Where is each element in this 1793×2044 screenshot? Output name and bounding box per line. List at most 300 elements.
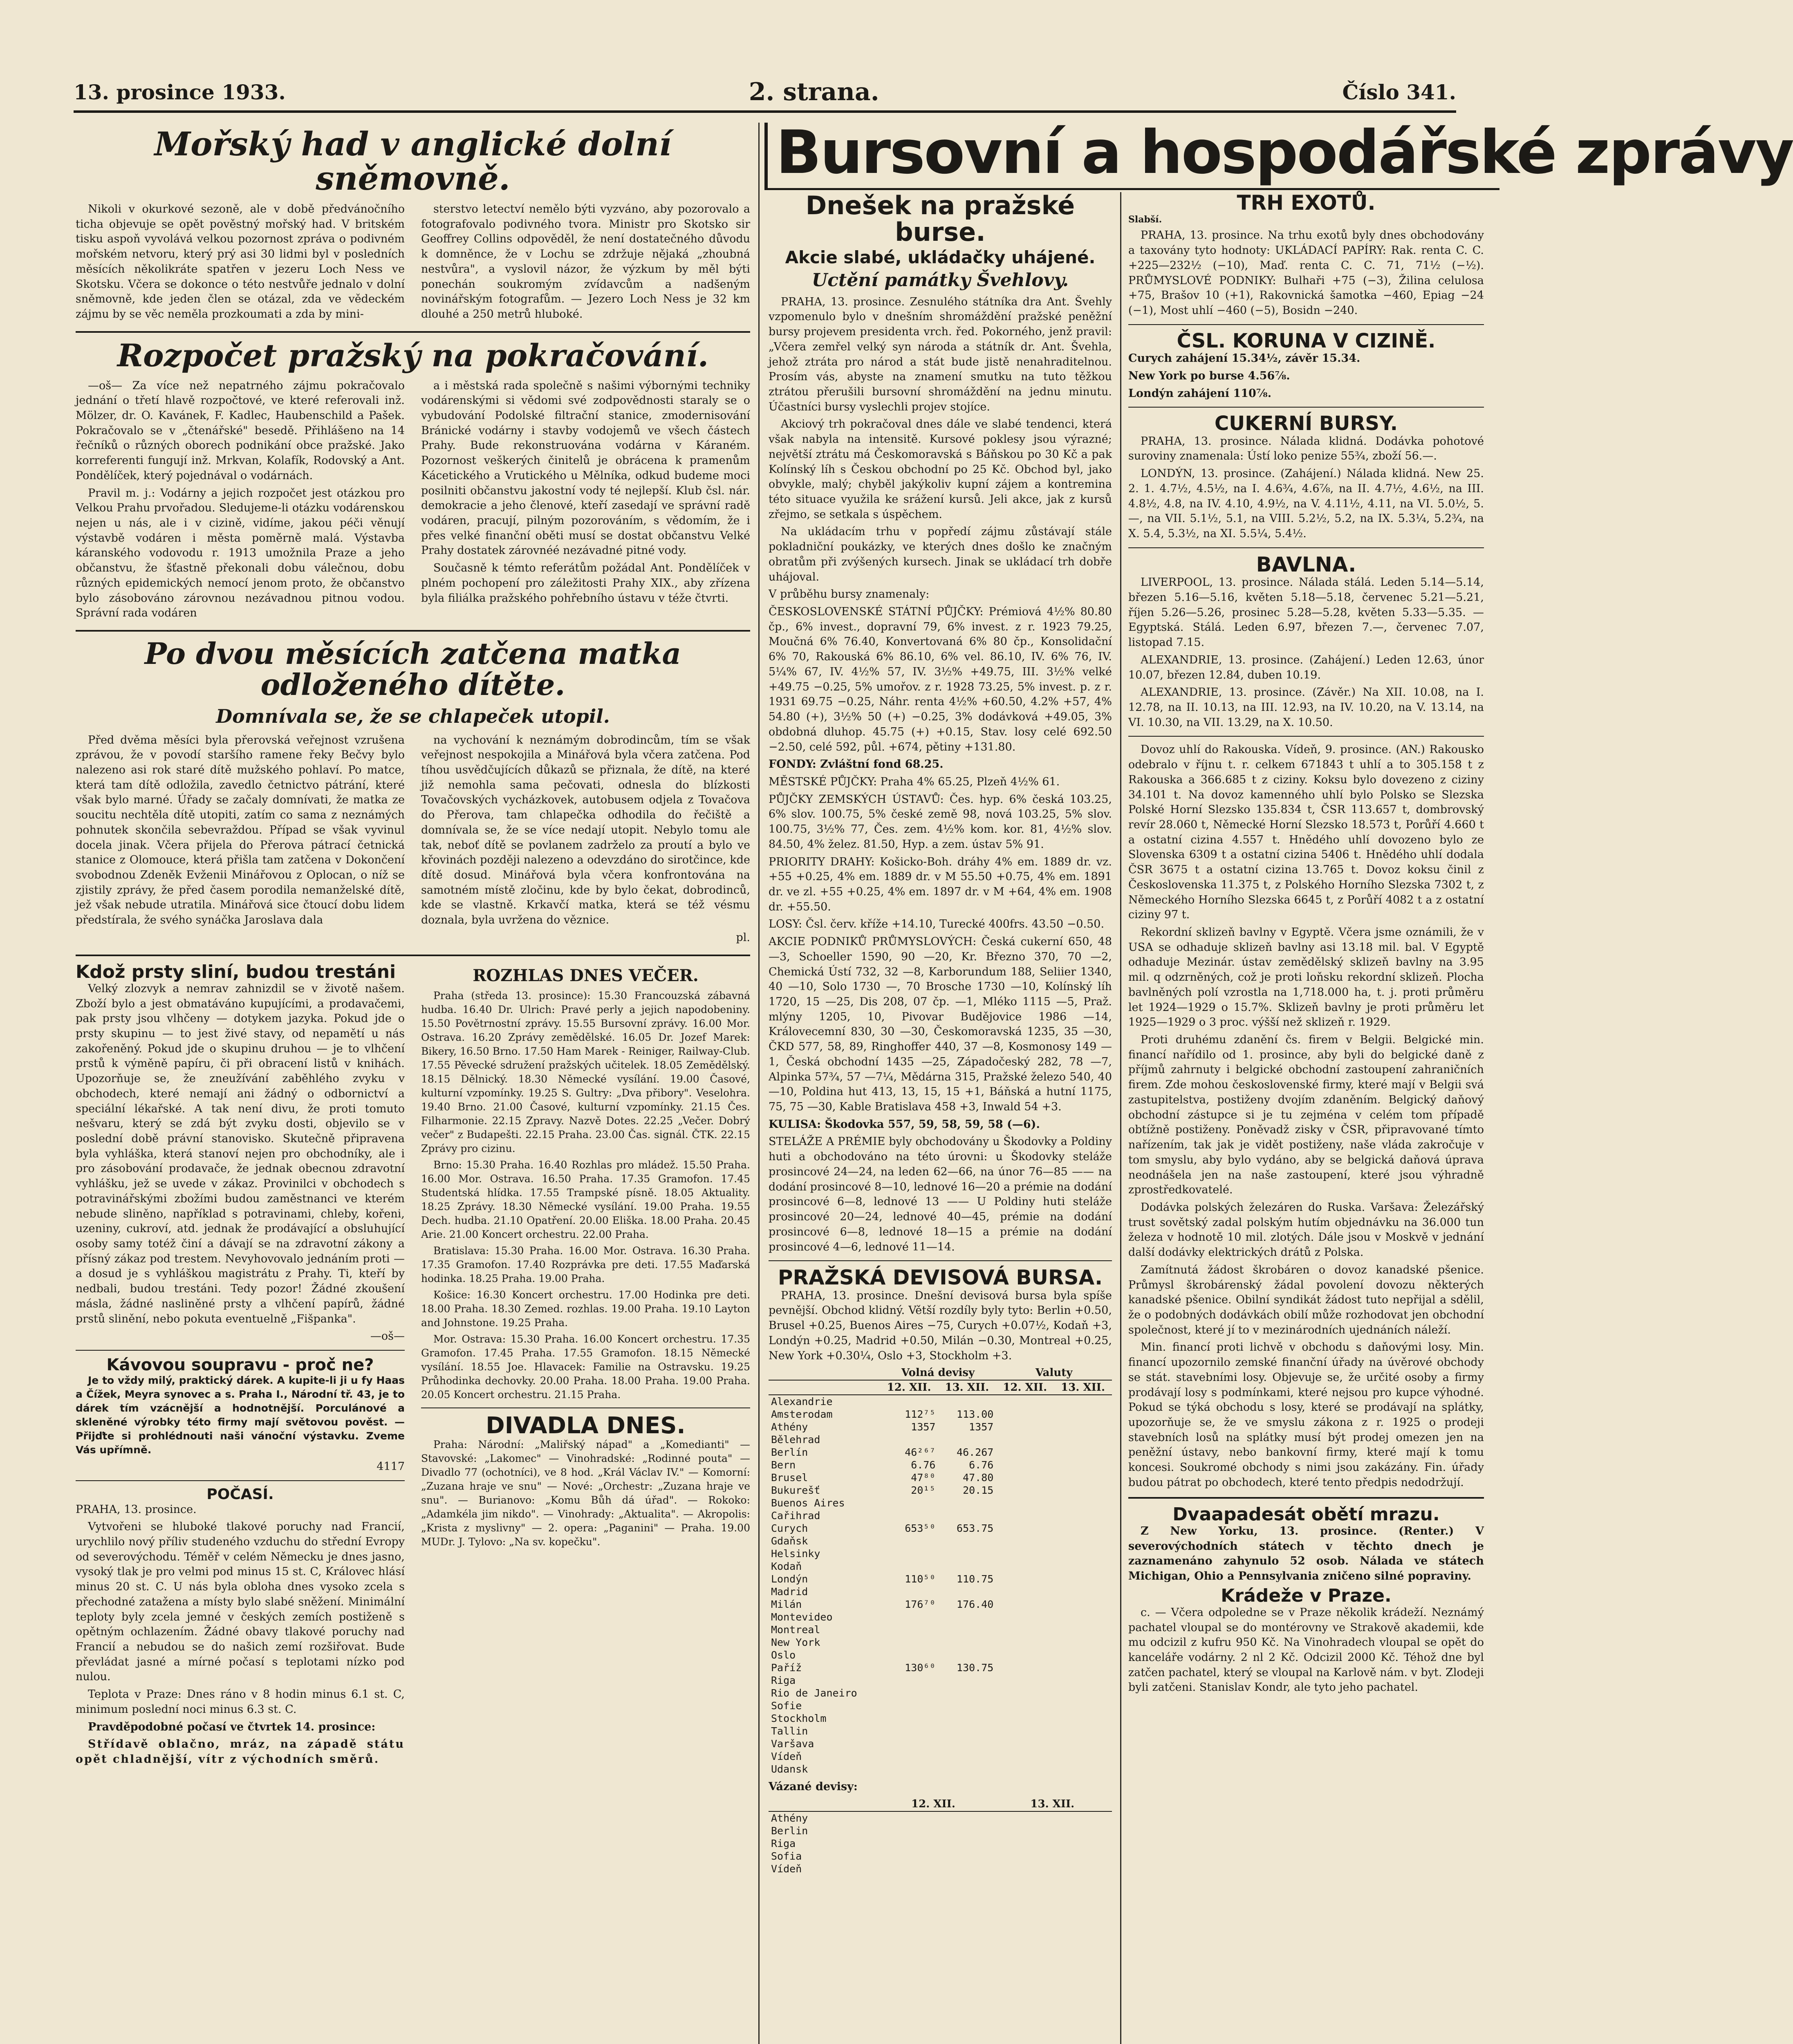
devisa-value (996, 1598, 1054, 1611)
vazane-col-place (769, 1797, 874, 1811)
devisa-row (769, 1598, 1112, 1611)
right-column (1128, 192, 1484, 1698)
vazane-place: Athény (771, 1812, 808, 1824)
stocks-state: ČESKOSLOVENSKÉ STÁTNÍ PŮJČKY: Prémiová 4½% 80.80 čp., 6% invest., dopravní 79, 6% invest. z r. 1923 79.25, Moučná 6% 76.40, Konvertovaná 6% 80 čp., Konsolidační 6% 70, Rakouská 6% 86.10, 6% vel. 86.10, IV. 6% 76, IV. 5¼% 67, IV. 4½% 57, IV. 3½% +49.75, III. 3½% velké +49.75 −0.25, 5% umořov. z r. 1928 73.25, 5% invest. p. z r. 1931 69.75 −0.25, Náhr. renta 4½% +60.50, 4.2% +57, 4% 54.80 (+), 3½% 50 (+) −0.25, 3% dodávková +49.05, 3% obdobná dluhop. 45.75 (+) +0.15, Stav. losy celé 692.50 −2.50, celé 592, půl. +674, pětiny +131.80. (769, 605, 1112, 753)
vazane-row (769, 1850, 1112, 1862)
devisa-value (996, 1687, 1054, 1699)
devisa-value (880, 1395, 938, 1408)
svehla-p2: Akciový trh pokračoval dnes dále ve slabé tendenci, která však nabyla na intensitě. Kursové poklesy jsou výrazné; největší ztrátu má Českomoravská s Báňskou po 30 Kč a pak Kolínský líh s Českou obchodní po 25 Kč. Obchod byl, jako obvykle, malý; chyběl jakýkoliv kupní zájem a kontremina této situace využila ke srážení kursů. Jeli akce, jak z kursů zřejmo, se setkala s úspěchem. (769, 418, 1112, 521)
devisa-place: Tallin (771, 1725, 808, 1737)
devisa-value (1054, 1535, 1112, 1547)
radio-text: Praha (středa 13. prosince): 15.30 Francouzská zábavná hudba. 16.40 Dr. Ulrich: Pravé perly a jejich napodobeniny. 15.50 Povětrnostní zprávy. 15.55 Bursovní zprávy. 16.00 Mor. Ostrava. 16.20 Zprávy zemědělské. 16.05 Dr. Jozef Marek: Bikery, 16.50 Brno. 17.50 Ham Marek - Reiniger, Railway-Club. 17.55 Pěvecké sdružení pražských učitelek. 18.05 Zemědělský. 18.15 Dělnický. 18.30 Německé vysílání. 19.00 Časové, kulturní vzpomínky. 19.25 S. Gultry: „Dva přibory". Veselohra. 19.40 Brno. 21.00 Časové, kulturní vzpomínky. 21.15 Čes. Filharmonie. 22.15 Zpravy. Nazvě Dotes. 22.25 „Večer. Dobrý večer" z Budapešti. 22.15 Praha. 23.00 Čas. signál. ČTK. 22.15 Zprávy pro cizinu. (421, 989, 750, 1154)
weather-title: POČASÍ. (206, 1486, 274, 1503)
stocks-mestske: MĚSTSKÉ PŮJČKY: Praha 4% 65.25, Plzeň 4½% 61. (769, 775, 1060, 788)
devisa-value: 176.40 (957, 1598, 994, 1611)
devisa-value: 113.00 (957, 1408, 994, 1421)
cotton-record: Rekordní sklizeň bavlny v Egyptě. Včera jsme oznámili, že v USA se odhaduje sklizeň bavlny asi 13.18 mil. bal. V Egyptě odhaduje Mezinár. ústav zemědělský sklizeň bavlny na 3.95 mil. q odzrněných, což je proti loňsku rekordní sklizeň. Plocha bavlněných polí vzrostla na 1,718.000 ha, t. j. proti průměru let 1924—1929 o 15.7%. Sklizeň bavlny je proti průměru let 1925—1929 o 3 proc. výšší než sklizeň r. 1929. (1128, 926, 1484, 1029)
devisa-row (769, 1484, 1112, 1497)
devisa-value (880, 1433, 938, 1446)
tropics-sub: Slabší. (1128, 214, 1162, 225)
devisa-value (1054, 1484, 1112, 1497)
devisa-value (1054, 1547, 1112, 1560)
budget-p4: Současně k témto referátům požádal Ant. Pondělíček v plném pochopení pro záležitosti Prahy XIX., aby zřízena byla filiálka pražského pohřebního ústavu v téže čtvrti. (421, 562, 750, 605)
radio-text5: Mor. Ostrava: 15.30 Praha. 16.00 Koncert orchestru. 17.35 Gramofon. 17.45 Praha. 17.55 Gramofon. 18.15 Německé vysílání. 18.55 Joe. Hlavacek: Familie na Ostravsku. 19.25 Průhodinka dechovky. 20.00 Praha. 18.00 Praha. 19.00 Praha. 20.05 Koncert orchestru. 21.15 Praha. (421, 1333, 750, 1401)
devisa-value (938, 1636, 996, 1649)
divider (769, 1260, 1112, 1261)
bursa-column (769, 192, 1112, 1875)
frost-p: Z New Yorku, 13. prosince. (Renter.) V severovýchodních státech v těchto dnech je zaznamenáno zahynulo 52 osob. Nálada ve státech Michigan, Ohio a Pennsylvania zničeno silné popraviny. (1128, 1524, 1484, 1582)
header-date: 13. prosince 1933. (74, 80, 286, 104)
vazane-place: Sofia (771, 1850, 802, 1862)
svehla-title: Uctění památky Švehlovy. (811, 270, 1069, 291)
devisa-value: 6.76 (969, 1459, 994, 1471)
stocks-akcie: AKCIE PODNIKŮ PRŮMYSLOVÝCH: Česká cukerní 650, 48 —3, Schoeller 1590, 90 —20, Kr. Březno 370, 70 —2, Chemická Ústí 732, 32 —8, Karborundum 188, Seliier 1340, 40 —10, Solo 1730 —, 70 Brosche 1730 —10, Kolínský líh 1720, 15 —25, Dis 208, 07 čp. —1, Mléko 1115 —5, Praž. mlýny 1205, 10, Pivovar Budějovice 1986 —14, Královecemní 830, 30 —30, Českomoravská 1235, 35 —30, ČKD 577, 58, 89, Ringhoffer 440, 37 —8, Kosmonosy 149 —1, Česká obchodní 1435 —25, Západočeský 282, 78 —7, Alpinka 57¾, 57 —7¼, Mědárna 315, Pražské železo 540, 40 —10, Poldina hut 413, 13, 15, 15 +1, Báňská a hutní 1175, 75, 75 —30, Kable Bratislava 458 +3, Inwald 54 +3. (769, 935, 1112, 1114)
devisa-row (769, 1585, 1112, 1598)
devisa-col: 13. XII. (1054, 1380, 1112, 1395)
devisa-value (1054, 1471, 1112, 1484)
devisa-row (769, 1522, 1112, 1535)
devisa-row (769, 1471, 1112, 1484)
devisa-row (769, 1497, 1112, 1509)
devisa-place: Kodaň (771, 1560, 802, 1573)
devisa-row (769, 1547, 1112, 1560)
devisa-place: Montevideo (771, 1611, 833, 1623)
devisa-value (996, 1547, 1054, 1560)
divider (1128, 736, 1484, 737)
devisa-row (769, 1687, 1112, 1699)
devisa-value: 110⁵⁰ (905, 1573, 936, 1585)
divider (76, 331, 750, 333)
devisa-value (996, 1509, 1054, 1522)
vazane-value (874, 1862, 993, 1875)
mother-article (76, 733, 750, 948)
devisa-value (996, 1433, 1054, 1446)
devisa-value (996, 1585, 1054, 1598)
devisa-row (769, 1623, 1112, 1636)
devisa-value (996, 1408, 1054, 1421)
devisa-value (996, 1623, 1054, 1636)
cotton-p1: LIVERPOOL, 13. prosince. Nálada stálá. Leden 5.14—5.14, březen 5.16—5.16, květen 5.18—5.18, červenec 5.21—5.21, říjen 5.26—5.26, prosinec 5.28—5.28, květen 5.33—5.35. — Egyptská. Stálá. Leden 6.97, březen 7.—, červenec 7.07, listopad 7.15. (1128, 576, 1484, 649)
koruna-text1: Curych zahájení 15.34½, závěr 15.34. (1128, 352, 1360, 365)
devisa-value (996, 1699, 1054, 1712)
vazane-value (874, 1850, 993, 1862)
devisa-value (880, 1585, 938, 1598)
mother-sign: pl. (736, 931, 750, 944)
devisa-value (996, 1560, 1054, 1573)
devisa-value (938, 1585, 996, 1598)
snake-article (76, 202, 750, 325)
bursa-title: Bursovní a hospodářské zprávy (764, 123, 1499, 190)
devisa-row (769, 1737, 1112, 1750)
devisa-row (769, 1661, 1112, 1674)
devisa-value (1054, 1421, 1112, 1433)
devisa-value (996, 1446, 1054, 1459)
devisa-value (880, 1674, 938, 1687)
lower-left (76, 963, 750, 1770)
divider (76, 1480, 405, 1481)
vazane-value (874, 1837, 993, 1850)
devisa-place: Oslo (771, 1649, 796, 1661)
koruna-text3: Londýn zahájení 110⅞. (1128, 387, 1272, 400)
mother-title: Po dvou měsících zatčena matka odloženého dítěte. (144, 636, 681, 702)
devisa-value (996, 1661, 1054, 1674)
devisa-value (880, 1623, 938, 1636)
devisa-value (1054, 1712, 1112, 1725)
devisa-value (938, 1649, 996, 1661)
devisa-value (880, 1687, 938, 1699)
devisa-value (938, 1547, 996, 1560)
devisa-value (1054, 1509, 1112, 1522)
devisa-value (996, 1395, 1054, 1408)
devisa-head-empty (769, 1366, 880, 1380)
theft-p: c. — Včera odpoledne se v Praze několik krádeží. Neznámý pachatel vloupal se do montérovny ve Strakově akademii, kde mu odcizil z kufru 950 Kč. Na Vinohradech vloupal se opět do kanceláře vodárny. 2 nl 2 Kč. Odcizil 2000 Kč. Téhož dne byl zatčen pachatel, který se vloupal na Karlově nám. v byt. Zlodeji byli zatčeni. Stanislav Kondr, ale tyto jeho pachatel. (1128, 1606, 1484, 1694)
vazane-place: Berlin (771, 1825, 808, 1837)
devisa-value (880, 1497, 938, 1509)
devisa-value (880, 1509, 938, 1522)
devisa-row (769, 1446, 1112, 1459)
devisa-row (769, 1712, 1112, 1725)
devisa-value (880, 1750, 938, 1763)
devisa-value (938, 1687, 996, 1699)
devisa-value: 47.80 (963, 1472, 994, 1484)
weather-p2: Teplota v Praze: Dnes ráno v 8 hodin minus 6.1 st. C, minimum poslední noci minus 6.3 st. C. (76, 1688, 405, 1716)
weather-p1: Vytvořeni se hluboké tlakové poruchy nad Francií, urychlilo nový příliv studeného vzduchu do střední Evropy od severovýchodu. Téměř v celém Německu je dnes jasno, vysoký tlak je pro velmi pod minus 15 st. C, Královec hlásí minus 20 st. C. U nás byla obloha dnes vysoko zcela s přechodné zatažena a místy bylo slabé sněžení. Minimální teploty byly zcela jemné v českých zemích postiženě s opětným ochlazením. Žádné obavy tlakové poruchy nad Francií a nebudou se do našich zemí rozšiřovat. Bude převládat jasné a mírné počasí s teplotami nízko pod nulou. (76, 1520, 405, 1683)
stocks-zemske: PŮJČKY ZEMSKÝCH ÚSTAVŮ: Čes. hyp. 6% česká 103.25, 6% slov. 100.75, 5% české země 98, nová 103.25, 5% slov. 100.75, 3½% 77, Čes. zem. 4½% kom. kor. 81, 4½% slov. 84.50, 4% želez. 81.50, Hyp. a zem. ústav 5% 91. (769, 793, 1112, 851)
budget-title: Rozpočet pražský na pokračování. (117, 337, 709, 374)
devisa-value (996, 1421, 1054, 1433)
budget-p1: —oš— Za více než nepatrného zájmu pokračovalo jednání o třetí hlavě rozpočtové, ve které referovali inž. Mölzer, dr. O. Kavánek, F. Kadlec, Haubenschild a Pašek. Pokračovalo se v „čtenářské" besedě. Přihlášeno na 14 řečníků o různých oborech podnikání obce pražské. Jako korreferenti fungují inž. Mrkvan, Kolafík, Rodovský a Ant. Pondělíček, který pojednával o vodárnách. (76, 379, 405, 482)
devisa-value (1054, 1433, 1112, 1446)
devisa-value (938, 1433, 996, 1446)
divider (421, 1407, 750, 1408)
taxes: Min. financí proti lichvě v obchodu s daňovými losy. Min. financí upozornilo zemské finanční úřady na úvěrové obchody se stát. stavebními losy. Objevuje se, že určité osoby a firmy prodávají losy s podmínkami, které nejsou pro kupce výhodné. Pokud se týká obchodu s losy, které se prodávají na splátky, upozorňuje se, že ve smyslu zákona z r. 1925 o prodeji stavebních losů na splátky musí být prodej omezen jen na peněžní ústavy, nebo bankovní firmy, které mají k tomu koncesi. Soukromé obchody s nimi jsou zakázány. Fin. úřady budou pátrat po obchodech, které tento předpis nedodržují. (1128, 1341, 1484, 1489)
prices-title: Kdož prsty sliní, budou trestáni (76, 961, 396, 982)
devisa-value: 20¹⁵ (911, 1484, 936, 1497)
devisa-value (996, 1611, 1054, 1623)
devisa-value (880, 1560, 938, 1573)
devisa-value (1054, 1446, 1112, 1459)
devisa-value: 130⁶⁰ (905, 1662, 936, 1674)
devisa-value (938, 1737, 996, 1750)
devisa-place: Brusel (771, 1472, 808, 1484)
devisa-value (880, 1636, 938, 1649)
divider (1128, 1497, 1484, 1499)
devisa-value (996, 1459, 1054, 1471)
devisa-value (996, 1522, 1054, 1535)
stocks-losy: LOSY: Čsl. červ. kříže +14.10, Turecké 400frs. 43.50 −0.50. (769, 918, 1105, 931)
devisa-col: 13. XII. (938, 1380, 996, 1395)
devisa-value (1054, 1598, 1112, 1611)
vazane-table (769, 1797, 1112, 1875)
devisa-value (938, 1509, 996, 1522)
divider (76, 955, 750, 956)
header-page: 2. strana. (749, 78, 879, 106)
devisa-place: Buenos Aires (771, 1497, 845, 1509)
snake-title: Mořský had v anglické dolní sněmovně. (154, 125, 672, 197)
vazane-row (769, 1824, 1112, 1837)
iron: Dodávka polských železáren do Ruska. Varšava: Železářský trust sovětský zadal polským hutím objednávku na 36.000 tun železa v hodnotě 10 mil. zlotých. Dále jsou v Moskvě v jednání další dodávky elektrických drátů z Polska. (1128, 1201, 1484, 1259)
header-number: Číslo 341. (1342, 80, 1456, 104)
radio-title: ROZHLAS DNES VEČER. (473, 966, 699, 985)
devisa-place: Bern (771, 1459, 796, 1471)
devisa-row (769, 1699, 1112, 1712)
devisa-value (880, 1737, 938, 1750)
devisa-row (769, 1649, 1112, 1661)
devisa-value (1054, 1699, 1112, 1712)
devisa-value (938, 1623, 996, 1636)
devisa-place: Athény (771, 1421, 808, 1433)
devisa-place: Madrid (771, 1586, 808, 1598)
radio-text4: Košice: 16.30 Koncert orchestru. 17.00 Hodinka pre deti. 18.00 Praha. 18.30 Zemed. rozhlas. 19.00 Praha. 19.10 Layton and Johnstone. 19.25 Praha. (421, 1289, 750, 1329)
snake-p2: sterstvo letectví nemělo býti vyzváno, aby pozorovalo a fotografovalo podivného tvora. Ministr pro Skotsko sir Geoffrey Collins odpověděl, že není dostatečného důvodu k domněnce, že v Lochu se zdržuje nějaká „zhoubná nestvůra", a vyslovil názor, že výzkum by měl býti ponechán soukromým zvídavcům a nadšeným novinářským fotografům. — Jezero Loch Ness je 32 km dlouhé a 250 metrů hluboké. (421, 203, 750, 321)
devisa-value: 6.76 (911, 1459, 936, 1471)
devisa-value (938, 1712, 996, 1725)
sugar-p2: LONDÝN, 13. prosince. (Zahájení.) Nálada klidná. New 25. 2. 1. 4.7½, 4.5½, na I. 4.6¾, 4.6⅞, na II. 4.7½, 4.6½, na III. 4.8½, 4.8, na IV. 4.10, 4.9½, na V. 4.11½, 4.11, na VI. 5.0½, 5.—, na VII. 5.1½, 5.1, na VIII. 5.2½, 5.2, na IX. 5.3¼, 5.2¾, na X. 5.4, 5.3½, na XI. 5.5¼, 5.4½. (1128, 467, 1484, 540)
vazane-body (769, 1811, 1112, 1875)
devisa-row (769, 1763, 1112, 1775)
coffee-code: 4117 (377, 1460, 405, 1473)
devisa-row (769, 1535, 1112, 1547)
devisa-value (996, 1484, 1054, 1497)
stocks-stelaze: STELÁŽE A PRÉMIE byly obchodovány u Škodovky a Poldiny huti a obchodováno na této úrovni: u Škodovky steláže prosincové 24—24, na leden 62—66, na únor 76—85 —— na dodání prosincové 8—10, lednové 16—20 a prémie na dodání prosincové 6—8, lednové 13 —— U Poldiny huti steláže prosincové 20—24, lednové 40—45, prémie na dodání prosincové 6—8, lednové 18—15 a prémie na dodání prosincové 4—6, lednové 11—14. (769, 1135, 1112, 1253)
devisa-value (1054, 1737, 1112, 1750)
devisa-value (1054, 1408, 1112, 1421)
belgium: Proti druhému zdanění čs. firem v Belgii. Belgické min. financí nařídilo od 1. prosince, aby byli do belgické daně z příjmů zahrnuty i belgické obchodní zastoupení zahraničních firem. Zde mohou československé firmy, které mají v Belgii svá zastupitelstva, postiženy dvojím zdaněním. Belgický daňový obchodní zástupce si je tu zejména v celém tom případě obtížně postiženy. Poněvadž zisky v ČSR, připravované tímto nařízením, tak jak je vidět postiženy, naše vláda zakročuje v tom smyslu, aby bylo vydáno, aby se belgická daňová úprava neodnášela jen na naše zastoupení, které jsou výhradně zprostředkovatelé. (1128, 1033, 1484, 1197)
theatre-text: Praha: Národní: „Maliřský nápad" a „Komedianti" — Stavovské: „Lakomec" — Vinohradské: „Rodinné pouta" — Divadlo 77 (ochotníci), ve 8 hod. „Král Václav IV." — Komorní: „Zuzana hraje ve snu" — Nové: „Orchestr: „Zuzana hraje ve snu". — Burianovo: „Komu Bůh dá úřad". — Rokoko: „Adamkéla jim nikdo". — Vinohrady: „Aktualita". — Akropolis: „Krista z myslivny" — 2. opera: „Paganini" — Praha. 19.00 MUDr. J. Tylovo: „Na sv. kopečku". (421, 1439, 750, 1548)
stocks-kulisa: KULISA: Škodovka 557, 59, 58, 59, 58 (—6). (769, 1118, 1040, 1131)
budget-p3: a i městská rada společně s našimi výbornými techniky vodárenskými si vědomi své zodpovědnosti staraly se o vybudování Podolské filtrační stanice, zmodernisování Bránické vodárny i stavby vodojemů ve všech částech Prahy. Bude rekonstruována vodárna v Káraném. Pozornost veškerých činitelů je obrácena k pramenům Kácetického a Vrutického u Mělníka, odkud budeme moci posilniti občanstvu jakostní vody té nejlepší. Klub čsl. nár. demokracie a jeho členové, kteří zasedají ve správní radě vodáren, pracují, pilným pozorováním, s vědomím, že i přes velké finanční oběti musí se dostat občanstvu Velké Prahy dostatek zárovnéé nezávadné pitné vody. (421, 379, 750, 557)
devisa-p: PRAHA, 13. prosince. Dnešní devisová bursa byla spíše pevnější. Obchod klidný. Větší rozdíly byly tyto: Berlin +0.50, Brusel +0.25, Buenos Aires −75, Curych +0.07½, Kodaň +3, Londýn +0.25, Madrid +0.50, Milán −0.30, Montreal +0.25, New York +0.30¼, Oslo +3, Stockholm +3. (769, 1289, 1112, 1362)
devisa-place: Bělehrad (771, 1434, 820, 1446)
devisa-value (1054, 1560, 1112, 1573)
weather-p4: Střídavě oblačno, mráz, na západě státu opět chladnější, vítr z východních směrů. (76, 1738, 405, 1766)
devisa-value (880, 1649, 938, 1661)
devisa-value (938, 1699, 996, 1712)
column-rule (758, 123, 760, 2044)
vazane-col: 12. XII. (874, 1797, 993, 1811)
devisa-row (769, 1611, 1112, 1623)
devisa-place: Bukurešť (771, 1484, 820, 1497)
budget-p2: Pravil m. j.: Vodárny a jejich rozpočet jest otázkou pro Velkou Prahu prvořadou. Sledujeme-li otázku vodárenskou nejen u nás, ale i v cizině, vidíme, jakou péči věnují výstavbě vodáren i města poměrně malá. Výstavba káranského vodovodu r. 1913 umožnila Praze a jeho občanstvu, že šťastně překonali dobu válečnou, dobu různých epidemických nemocí jenom proto, že občanstvo bylo zásobováno zárovnou nezávadnou pitnou vodou. Správní rada vodáren (76, 486, 405, 620)
devisa-place: Rio de Janeiro (771, 1687, 857, 1699)
devisa-head-volne: Volná devisy (880, 1366, 996, 1380)
stocks-fondy: FONDY: Zvláštní fond 68.25. (769, 758, 944, 771)
vazane-value (993, 1850, 1112, 1862)
devisa-row (769, 1395, 1112, 1408)
devisa-value (996, 1725, 1054, 1737)
devisa-place: Londýn (771, 1573, 808, 1585)
devisa-value (1054, 1649, 1112, 1661)
vazane-value (993, 1811, 1112, 1824)
frost-title: Dvaapadesát obětí mrazu. (1172, 1504, 1440, 1525)
devisa-table (769, 1366, 1112, 1775)
snake-p1: Nikoli v okurkové sezoně, ale v době předvánočního ticha objevuje se opět pověstný mořský had. V britském tisku aspoň vyvolává velkou pozornost zpráva o podivném mořském netvoru, který prý asi 30 lidmi byl v posledních měsících několikráte spatřen v jezeru Loch Ness ve Skotsku. Včera se dokonce o této nestvůře jednalo v dolní sněmovně, kde jeden člen se otázal, zda ve vědeckém zájmu by se věc neměla prozkoumati a zda by mini- (76, 203, 405, 321)
devisa-value (996, 1763, 1054, 1775)
devisa-place: Berlín (771, 1446, 808, 1459)
devisa-value (996, 1471, 1054, 1484)
devisa-value (996, 1573, 1054, 1585)
devisa-place: Helsinky (771, 1548, 820, 1560)
devisa-value (938, 1395, 996, 1408)
mother-p2: na vychování k neznámým dobrodincům, tím se však veřejnost nespokojila a Minářová byla včera zatčena. Pod tíhou usvědčujících důkazů se přiznala, že dítě, na které již nemohla sama pečovati, odnesla do blízkosti Tovačovských vycházkovek, autobusem odjela z Tovačova do Přerova, tam chlapečka odhodila do řečiště a domnívala se, že se více nedají utopit. Nebylo tomu ale tak, neboť dítě se povlanem zadrželo za proutí a bylo ve křovinách později nalezeno a odevzdáno do sirotčince, kde dítě dosud. Minářová byla včera konfrontována na samotném místě zločinu, kde by bylo čekat, dobrodinců, kde se vlastně. Krkavčí matka, která se též vésmu doznala, byla uvržena do věznice. (421, 733, 750, 927)
devisa-value (880, 1611, 938, 1623)
devisa-value (880, 1725, 938, 1737)
devisa-place: Udansk (771, 1763, 808, 1775)
divider (1128, 547, 1484, 548)
devisa-value (1054, 1750, 1112, 1763)
devisa-value: 46.267 (957, 1446, 994, 1459)
radio-text2: Brno: 15.30 Praha. 16.40 Rozhlas pro mládež. 15.50 Praha. 16.00 Mor. Ostrava. 16.50 Praha. 17.35 Gramofon. 17.45 Studentská hlídka. 17.55 Trampské písně. 18.05 Aktuality. 18.25 Zprávy. 18.30 Německé vysílání. 19.00 Praha. 19.55 Dech. hudba. 21.10 Opatření. 20.00 Eliška. 18.00 Praha. 20.45 Arie. 21.00 Koncert orchestru. 22.00 Praha. (421, 1159, 750, 1240)
page-header (74, 74, 1456, 113)
vazane-value (993, 1862, 1112, 1875)
devisa-value (1054, 1674, 1112, 1687)
devisa-place: Varšava (771, 1738, 814, 1750)
devisa-row (769, 1573, 1112, 1585)
devisa-place: Sofie (771, 1700, 802, 1712)
vazane-place: Vídeň (771, 1863, 802, 1875)
devisa-value (996, 1674, 1054, 1687)
column-rule (1120, 192, 1121, 2044)
stocks-priority: PRIORITY DRAHY: Košicko-Boh. dráhy 4% em. 1889 dr. vz. +55 +0.25, 4% em. 1889 dr. v M 55.50 +0.75, 4% em. 1891 dr. ve zl. +55 +0.25, 4% em. 1897 dr. v M +64, 4% em. 1908 dr. +55.50. (769, 855, 1112, 913)
devisa-value (1054, 1636, 1112, 1649)
devisa-row (769, 1459, 1112, 1471)
devisa-place: Gdaňsk (771, 1535, 808, 1547)
devisa-col: 12. XII. (880, 1380, 938, 1395)
devisa-value: 176⁷⁰ (905, 1598, 936, 1611)
divider (1128, 407, 1484, 408)
devisa-row (769, 1421, 1112, 1433)
devisa-value (880, 1547, 938, 1560)
devisa-row (769, 1408, 1112, 1421)
devisa-value: 1357 (969, 1421, 994, 1433)
coffee-p1: Je to vždy milý, praktický dárek. A kupite-li ji u fy Haas a Čížek, Meyra synovec a s. Praha I., Národní tř. 43, je to dárek tím vzácnější a hodnotnější. Porculánové a skleněné výrobky této firmy mají světovou pověst. — Přijďte si prohlédnouti naši vánoční výstavku. Zveme Vás upřímně. (76, 1374, 405, 1456)
devisa-value (1054, 1725, 1112, 1737)
devisa-value (1054, 1497, 1112, 1509)
devisa-col: 12. XII. (996, 1380, 1054, 1395)
devisa-value (938, 1725, 996, 1737)
devisa-value: 653⁵⁰ (905, 1522, 936, 1535)
prices-p1: Velký zlozvyk a nemrav zahnizdil se v životě našem. Zboží bylo a jest obmatáváno kupujícími, a prodavačemi, pak prsty jsou vlhčeny — dotykem jazyka. Pokud jde o prsty skupinu — to jest živé stavy, od nepamětí u nás zakořeněný. Pokud jde o skupinu druhou — je to vlhčení prstů k výměně papíru, či při obracení listů v knihách. Upozorňuje se, že zneužívání zaběhlého zvyku v obchodech, které nemají ani žádný o odbornictví a speciální lékařské. A tak není divu, že proti tomuto nešvaru, který se zdá být zvyku dosti, objevilo se v poslední době právní stanovisko. Skutečně připravena byla vyhláška, která stanoví nejen pro obchodníky, ale i pro zásobování prodavače, že jednak obecnou zdravotní vyhlášku, jež se uvede v zákaz. Provinilci v obchodech s potravinářskými zbožími budou zaměstnanci ve kterém nebude sliněno, například s potravinami, chleby, kořeni, uzeniny, cukroví, atd. jednak že prodávající a obsluhující osoby samy totéž činí a dávají se na zdravotní zákony a přísný zákaz pod trestem. Nevyhovovalo jednáním proti — a dosud je s vyhláškou magistrátu z Prahy. Ti, kteří by nedbali, budou trestáni. Tedy pozor! Žádné zkoušení másla, žádné nasliněné prsty a vlhčení papírů, žádné prstů slinění, nebo pokuta eventuelně „Fišpanka". (76, 982, 405, 1325)
devisa-value: 1357 (911, 1421, 936, 1433)
devisa-row (769, 1725, 1112, 1737)
devisa-row (769, 1509, 1112, 1522)
devisa-value: 110.75 (957, 1573, 994, 1585)
devisa-col-place (769, 1380, 880, 1395)
coal-p: Dovoz uhlí do Rakouska. Vídeň, 9. prosince. (AN.) Rakousko odebralo v říjnu t. r. celkem 671843 t uhlí a to 305.158 t z Rakouska a 366.685 t z ciziny. Koksu bylo dovezeno z ciziny 34.101 t. Na dovoz kamenného uhlí bylo Polsko se Slezska Polské Horní Slezsko 135.834 t, ČSR 113.657 t, dombrovský revír 28.060 t, Německé Horní Slezsko 18.573 t, Porůří 4.660 t a ostatní cizina 4.557 t. Hnědého uhlí dovozeno bylo ze Slovenska 6309 t a ostatní cizina 5406 t. Hnědého uhlí dodala ČSR 3675 t a ostatní cizina 13.765 t. Dovoz koksu činil z Československa 11.375 t, z Polského Horního Slezska 7302 t, z Německého Horního Slezska 6645 t, z Porůří 4082 t a z ostatní ciziny 97 t. (1128, 743, 1484, 921)
devisa-value (938, 1560, 996, 1573)
cotton-p2: ALEXANDRIE, 13. prosince. (Zahájení.) Leden 12.63, únor 10.07, březen 12.84, duben 10.19. (1128, 653, 1484, 681)
devisa-value (996, 1712, 1054, 1725)
devisa-value (938, 1763, 996, 1775)
devisa-value (1054, 1522, 1112, 1535)
svehla-p3: Na ukládacím trhu v popředí zájmu zůstávají stále pokladniční poukázky, ve kterých dnes došlo ke značným obratům při zvýšených kursech. Jinak se ukládací trh dobře uhájoval. (769, 525, 1112, 583)
devisa-value: 130.75 (957, 1662, 994, 1674)
devisa-value (938, 1750, 996, 1763)
cotton-p3: ALEXANDRIE, 13. prosince. (Závěr.) Na XII. 10.08, na I. 12.78, na II. 10.13, na III. 12.93, na IV. 10.20, na V. 13.14, na VI. 10.30, na VII. 13.29, na X. 10.50. (1128, 686, 1484, 729)
devisa-value (880, 1712, 938, 1725)
devisa-place: Cařihrad (771, 1510, 820, 1522)
vazane-place: Riga (771, 1838, 796, 1850)
vazane-row (769, 1862, 1112, 1875)
divider (76, 1350, 405, 1351)
devisa-value (938, 1497, 996, 1509)
devisa-value: 653.75 (957, 1522, 994, 1535)
coffee-title: Kávovou soupravu - proč ne? (106, 1356, 374, 1375)
devisa-value (996, 1750, 1054, 1763)
weather-dateline: PRAHA, 13. prosince. (76, 1503, 197, 1516)
devisa-value (1054, 1395, 1112, 1408)
theatre-title: DIVADLA DNES. (486, 1412, 686, 1439)
devisa-place: Milán (771, 1598, 802, 1611)
vazane-value (874, 1824, 993, 1837)
devisa-value (996, 1649, 1054, 1661)
devisa-value: 46²⁶⁷ (905, 1446, 936, 1459)
devisa-head-valuty: Valuty (996, 1366, 1112, 1380)
devisa-value (1054, 1687, 1112, 1699)
devisa-row (769, 1674, 1112, 1687)
devisa-row (769, 1750, 1112, 1763)
sugar-title: CUKERNÍ BURSY. (1214, 412, 1398, 435)
bursa-sub2: Akcie slabé, ukládačky uhájené. (785, 247, 1096, 268)
koruna-text2: New York po burse 4.56⅞. (1128, 369, 1290, 382)
devisa-value (996, 1497, 1054, 1509)
devisa-value (1054, 1611, 1112, 1623)
prices-sign: —oš— (370, 1330, 405, 1343)
devisa-title: PRAŽSKÁ DEVISOVÁ BURSA. (778, 1266, 1103, 1290)
vazane-title: Vázané devisy: (769, 1780, 858, 1793)
devisa-value (938, 1611, 996, 1623)
budget-article (76, 379, 750, 624)
divider (1128, 324, 1484, 325)
vazane-value (993, 1837, 1112, 1850)
tropics-title: TRH EXOTŮ. (1237, 191, 1376, 215)
devisa-value: 112⁷⁵ (905, 1408, 936, 1421)
devisa-place: Paříž (771, 1662, 802, 1674)
devisa-value (938, 1674, 996, 1687)
vazane-value (993, 1824, 1112, 1837)
devisa-value (1054, 1623, 1112, 1636)
devisa-value (880, 1763, 938, 1775)
devisa-row (769, 1636, 1112, 1649)
devisa-place: Curych (771, 1522, 808, 1535)
bursa-sub: Dnešek na pražské burse. (805, 191, 1075, 247)
cotton-title: BAVLNA. (1256, 552, 1356, 576)
tropics-p: PRAHA, 13. prosince. Na trhu exotů byly dnes obchodovány a taxovány tyto hodnoty: UKLÁDACÍ PAPÍRY: Rak. renta C. C. +225—232½ (−10), Maď. renta C. C. 71, 71½ (−½). PRŮMYSLOVÉ PODNIKY: Bulhaři +75 (−3), Žilina celulosa +75, Brašov 10 (+1), Rakovnická šamotka −460, Epiag −24 (−1), Most uhlí −460 (−5), Bosidn −240. (1128, 229, 1484, 317)
devisa-place: Riga (771, 1674, 796, 1687)
svehla-p1: PRAHA, 13. prosince. Zesnulého státníka dra Ant. Švehly vzpomenulo bylo v dnešním shromáždění pražské peněžní bursy projevem presidenta vrch. řed. Pokorného, jenž pravil: „Včera zemřel velký syn národa a státník dr. Ant. Švehla, jehož ztráta pro národ a stát bude jistě nenahraditelnou. Prosím vás, abyste na znamení smutku na tuto těžkou ztrátou přerušili bursovní shromáždění na jednu minutu. Účastníci bursy vyslechli projev stojíce. (769, 295, 1112, 413)
devisa-value (1054, 1573, 1112, 1585)
theft-title: Krádeže v Praze. (1221, 1585, 1392, 1606)
devisa-row (769, 1560, 1112, 1573)
devisa-value (996, 1737, 1054, 1750)
koruna-title: ČSL. KORUNA V CIZINĚ. (1177, 329, 1436, 352)
devisa-place: Montreal (771, 1624, 820, 1636)
wheat: Zamítnutá žádost škrobáren o dovoz kanadské pšenice. Průmysl škrobárenský žádal povolení dovozu některých kanadské pšenice. Obilní syndikát žádost tuto nepřijal a sdělil, že o podobných dodávkách obilí může rozhodovat jen obchodní společnost, které jí to v mezinárodních ujednáních náleží. (1128, 1263, 1484, 1336)
left-area (76, 123, 750, 1770)
devisa-value (880, 1699, 938, 1712)
devisa-place: Alexandrie (771, 1396, 833, 1408)
mother-subtitle: Domnívala se, že se chlapeček utopil. (216, 705, 610, 728)
devisa-value (938, 1535, 996, 1547)
devisa-value (880, 1535, 938, 1547)
devisa-value (996, 1535, 1054, 1547)
mother-p1: Před dvěma měsíci byla přerovská veřejnost vzrušena zprávou, že v povodí staršího ramene řeky Bečvy bylo nalezeno asi rok staré dítě mužského pohlaví. Po matce, která tam dítě odložila, zavedlo četnictvo pátrání, které však bylo marné. Úřady se začaly domnívati, že matka ze soucitu nechtěla dítě utopiti, zatím co sama z neznámých pohnutek skončila sebevraždou. Případ se však vyvinul docela jinak. Včera přijela do Přerova pátrací četnická stanice z Olomouce, která přišla tam zatčena v Dokončení svobodnou Zdeněk Evženii Minářovou z Oplocan, o níž se zjistily zprávy, že před časem porodila nemanželské dítě, jež však nebude utratila. Minářová sice čtoucí dobu lidem předstírala, že svého synáčka Jaroslava dala (76, 733, 405, 927)
devisa-value: 47⁸⁰ (911, 1472, 936, 1484)
devisa-value: 20.15 (963, 1484, 994, 1497)
devisa-value (996, 1636, 1054, 1649)
sugar-p1: PRAHA, 13. prosince. Nálada klidná. Dodávka pohotové suroviny znamenala: Ústí loko penize 55¾, zboží 56.—. (1128, 435, 1484, 463)
weather-p3: Pravděpodobné počasí ve čtvrtek 14. prosince: (88, 1720, 376, 1733)
